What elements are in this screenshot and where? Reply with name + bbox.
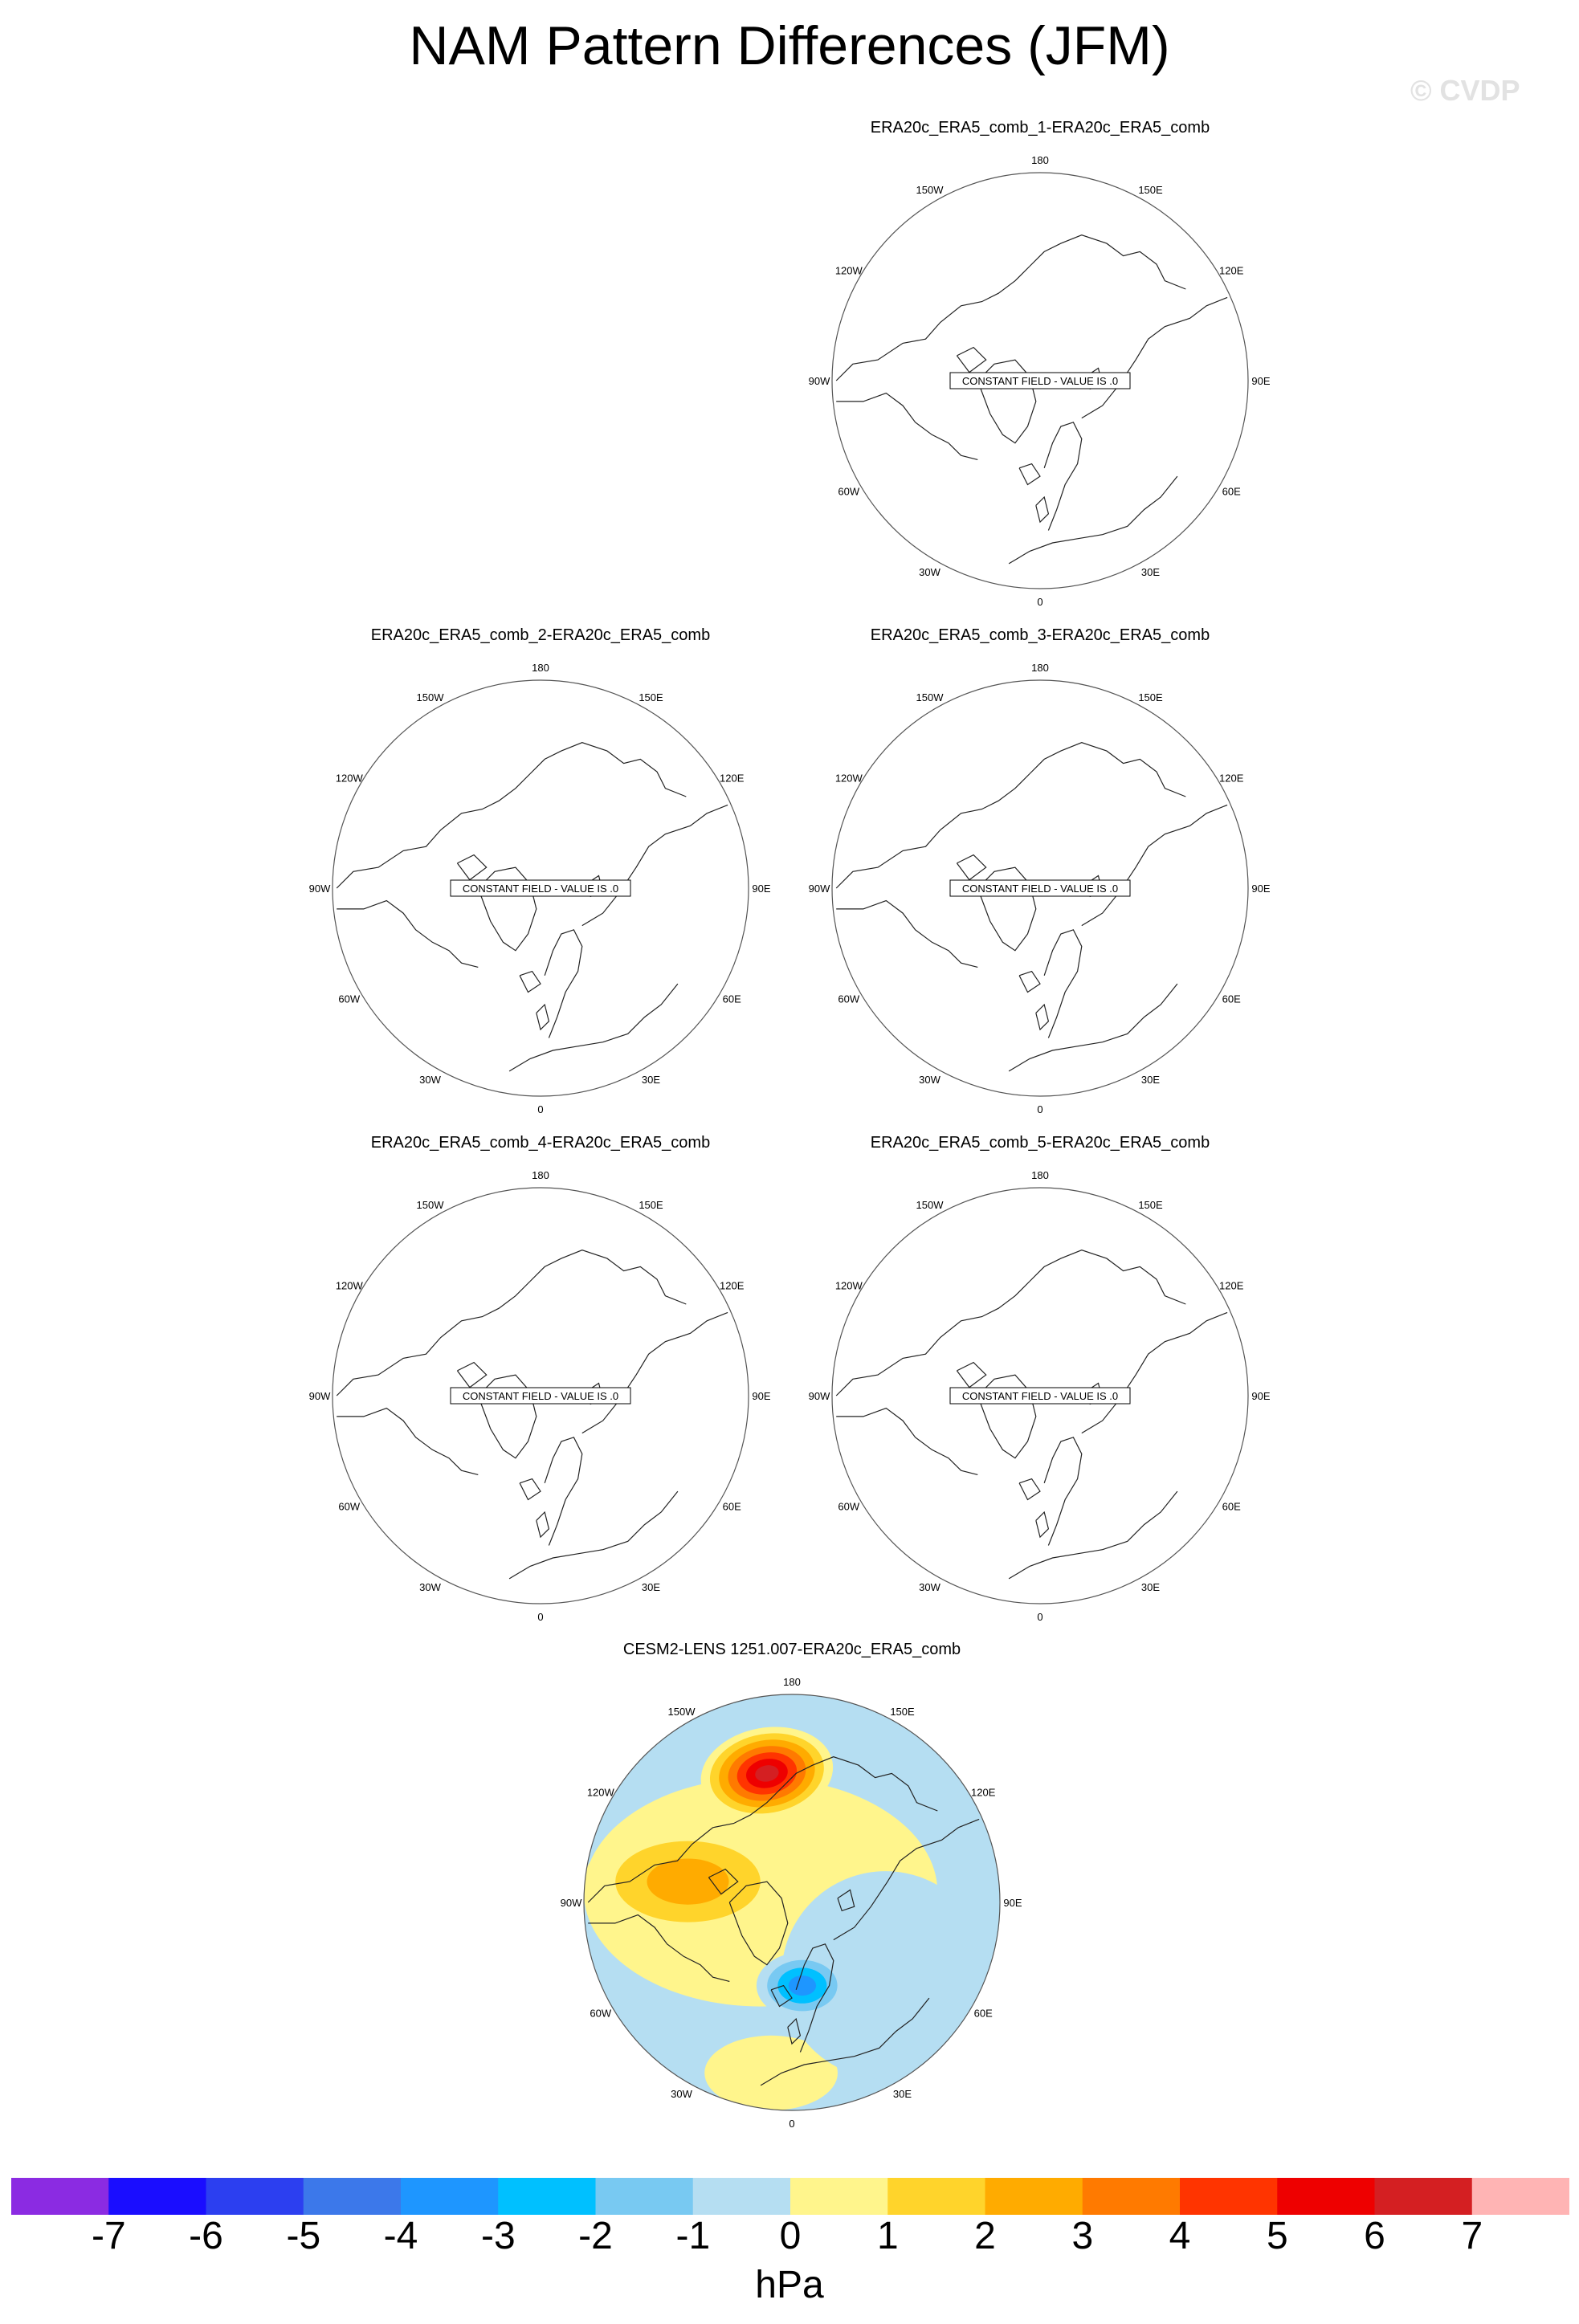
coastline [582,1312,728,1433]
coastline [337,1409,478,1475]
map-panel-3 [791,626,1289,1140]
longitude-label: 120E [1219,772,1244,785]
longitude-label: 0 [1037,1611,1043,1623]
longitude-label: 180 [532,662,549,674]
constant-field-label [950,1388,1130,1404]
colorbar-swatch [304,2178,402,2215]
longitude-label: 120W [335,772,363,785]
coastline [957,348,985,373]
longitude-label: 60W [590,2007,612,2020]
polar-map [791,642,1289,1140]
longitude-label: 60E [973,2007,993,2020]
coastline [1009,476,1177,564]
colorbar-tick: 2 [974,2215,996,2257]
map-panel-4 [292,1134,790,1648]
longitude-label: 150E [1138,183,1163,196]
map-panel-5 [791,1134,1289,1648]
longitude-label: 90E [1003,1897,1022,1909]
colorbar-tick: -1 [675,2215,711,2257]
coastline [457,855,486,880]
longitude-label: 30W [919,566,940,579]
longitude-label: 150W [667,1705,696,1718]
longitude-label: 30W [671,2088,692,2101]
colorbar-swatch [693,2178,791,2215]
colorbar-swatch [206,2178,304,2215]
colorbar [11,2178,1569,2215]
map-panel-6 [543,1641,1041,2155]
longitude-label: 90E [752,1390,771,1402]
constant-field-label [950,373,1130,389]
constant-field-label [950,880,1130,896]
colorbar-swatch [1277,2178,1375,2215]
longitude-label: 60E [1222,485,1241,498]
colorbar-units: hPa [755,2264,824,2306]
colorbar-tick: -5 [286,2215,321,2257]
coastline [530,1250,686,1304]
coastline [545,930,582,1038]
longitude-label: 120E [720,772,745,785]
longitude-label: 60E [722,993,741,1005]
constant-field-label [451,880,630,896]
filled-contours [584,1694,1000,2110]
longitude-label: 90W [808,375,830,387]
longitude-label: 120W [834,772,863,785]
coastline [509,984,678,1071]
colorbar-swatch [1083,2178,1181,2215]
polar-map [292,642,790,1140]
coastline [1044,930,1082,1038]
longitude-label: 120E [1219,264,1244,277]
colorbar-swatch [1472,2178,1569,2215]
coastline [530,743,686,797]
longitude-label: 60W [338,993,361,1005]
colorbar-tick: 4 [1169,2215,1191,2257]
longitude-label: 180 [783,1676,801,1688]
longitude-label: 150E [890,1705,915,1718]
colorbar-swatch [887,2178,985,2215]
longitude-label: 150W [916,691,944,703]
longitude-label: 180 [1031,662,1049,674]
longitude-label: 60E [1222,993,1241,1005]
coastline [1044,422,1082,531]
longitude-label: 90W [308,883,331,895]
coastline [545,1437,582,1546]
coastline [1044,1437,1082,1546]
colorbar-tick: -7 [91,2215,126,2257]
longitude-label: 30W [919,1074,940,1087]
svg-text:CONSTANT FIELD - VALUE IS .0: CONSTANT FIELD - VALUE IS .0 [961,375,1119,387]
longitude-label: 30E [641,1581,661,1594]
longitude-label: 0 [537,1103,544,1115]
longitude-label: 30E [1140,566,1161,579]
colorbar-swatch [1375,2178,1473,2215]
coastline [1036,497,1049,522]
longitude-label: 60W [838,993,860,1005]
colorbar-tick: 7 [1461,2215,1483,2257]
colorbar-tick: 0 [779,2215,802,2257]
longitude-label: 30W [419,1074,441,1087]
longitude-label: 60W [838,485,860,498]
longitude-label: 120E [971,1786,996,1799]
colorbar-swatch [1180,2178,1278,2215]
coastline [1036,1005,1049,1029]
longitude-label: 150E [639,691,663,703]
coastline [582,805,728,925]
longitude-label: 120W [586,1786,614,1799]
polar-map [791,135,1289,633]
coastline [509,1491,678,1579]
coastline [957,855,985,880]
longitude-label: 150W [416,1198,444,1211]
colorbar-tick: 6 [1364,2215,1385,2257]
colorbar-swatch [596,2178,694,2215]
longitude-label: 90W [308,1390,331,1402]
longitude-label: 30E [1140,1074,1161,1087]
colorbar-tick: -4 [383,2215,418,2257]
coastline [1082,297,1227,418]
longitude-label: 120W [335,1279,363,1292]
longitude-label: 90E [1251,883,1271,895]
coastline [1030,1250,1185,1304]
coastline [1019,464,1040,485]
longitude-label: 0 [1037,596,1043,608]
svg-text:CONSTANT FIELD - VALUE IS .0: CONSTANT FIELD - VALUE IS .0 [462,1390,619,1402]
coastline [537,1005,549,1029]
longitude-label: 60E [1222,1500,1241,1513]
svg-text:CONSTANT FIELD - VALUE IS .0: CONSTANT FIELD - VALUE IS .0 [462,883,619,895]
longitude-label: 120E [1219,1279,1244,1292]
panel-title: ERA20c_ERA5_comb_4-ERA20c_ERA5_comb [370,1134,711,1152]
longitude-label: 60E [722,1500,741,1513]
coastline [1030,743,1185,797]
longitude-label: 90E [1251,1390,1271,1402]
coastline [1019,1479,1040,1500]
colorbar-tick: 3 [1071,2215,1094,2257]
longitude-label: 0 [537,1611,544,1623]
longitude-label: 90E [1251,375,1271,387]
longitude-label: 150W [916,183,944,196]
figure-title: NAM Pattern Differences (JFM) [409,15,1170,76]
coastline [337,774,530,889]
colorbar-swatch [790,2178,888,2215]
panel-title: ERA20c_ERA5_comb_1-ERA20c_ERA5_comb [870,119,1210,137]
colorbar-swatch [985,2178,1083,2215]
svg-text:CONSTANT FIELD - VALUE IS .0: CONSTANT FIELD - VALUE IS .0 [961,883,1119,895]
contour-level [789,1975,816,1996]
coastline [1036,1512,1049,1537]
coastline [537,1512,549,1537]
colorbar-tick: 1 [876,2215,899,2257]
coastline [1009,1491,1177,1579]
coastline [1030,235,1185,289]
colorbar-swatch [11,2178,109,2215]
map-panel-2 [292,626,790,1140]
longitude-label: 150E [1138,691,1163,703]
longitude-label: 0 [1037,1103,1043,1115]
coastline [834,264,1030,381]
longitude-label: 150E [639,1198,663,1211]
panel-title: ERA20c_ERA5_comb_5-ERA20c_ERA5_comb [870,1134,1210,1152]
longitude-label: 120W [834,1279,863,1292]
longitude-label: 120E [720,1279,745,1292]
longitude-label: 30E [892,2088,912,2101]
longitude-label: 90W [808,883,830,895]
coastline [836,393,977,460]
coastline [1009,984,1177,1071]
panel-title: ERA20c_ERA5_comb_3-ERA20c_ERA5_comb [870,626,1210,644]
longitude-label: 180 [532,1169,549,1181]
coastline [836,1409,977,1475]
longitude-label: 180 [1031,154,1049,166]
coastline [957,1363,985,1388]
coastline [1082,805,1227,925]
longitude-label: 30W [419,1581,441,1594]
longitude-label: 90W [808,1390,830,1402]
longitude-label: 150W [916,1198,944,1211]
polar-map [543,1657,1041,2155]
coastline [335,1279,530,1396]
longitude-label: 30E [641,1074,661,1087]
panel-title: ERA20c_ERA5_comb_2-ERA20c_ERA5_comb [370,626,711,644]
colorbar-swatch [498,2178,596,2215]
coastline [836,901,977,968]
polar-map [292,1150,790,1648]
longitude-label: 0 [789,2118,795,2130]
watermark: © CVDP [1410,74,1520,107]
colorbar-swatch [108,2178,206,2215]
constant-field-label [451,1388,630,1404]
longitude-label: 90W [560,1897,582,1909]
contour-level [647,1859,729,1905]
coastline [1019,972,1040,993]
colorbar-swatch [401,2178,499,2215]
longitude-label: 60W [338,1500,361,1513]
longitude-label: 60W [838,1500,860,1513]
longitude-label: 30E [1140,1581,1161,1594]
longitude-label: 30W [919,1581,940,1594]
polar-map [791,1150,1289,1648]
coastline [836,774,1030,889]
coastline [520,1479,541,1500]
colorbar-tick: -6 [189,2215,223,2257]
longitude-label: 180 [1031,1169,1049,1181]
colorbar-tick: -3 [480,2215,516,2257]
panel-title: CESM2-LENS 1251.007-ERA20c_ERA5_comb [622,1641,961,1658]
colorbar-tick: -2 [578,2215,613,2257]
coastline [457,1363,486,1388]
coastline [834,1279,1030,1396]
longitude-label: 150E [1138,1198,1163,1211]
svg-text:CONSTANT FIELD - VALUE IS .0: CONSTANT FIELD - VALUE IS .0 [961,1390,1119,1402]
longitude-label: 120W [834,264,863,277]
longitude-label: 90E [752,883,771,895]
coastline [520,972,541,993]
map-panel-1 [791,119,1289,633]
longitude-label: 150W [416,691,444,703]
coastline [1082,1312,1227,1433]
coastline [337,901,478,968]
colorbar-tick: 5 [1266,2215,1288,2257]
